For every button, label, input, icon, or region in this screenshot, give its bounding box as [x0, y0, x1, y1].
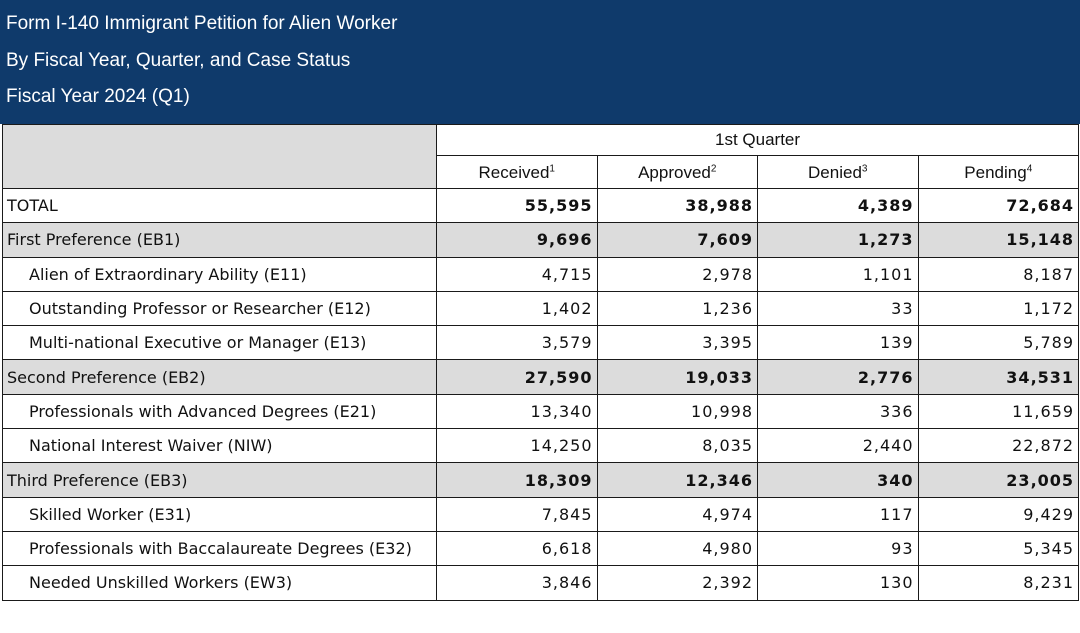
cell-approved: 38,988: [597, 189, 758, 223]
cell-received: 27,590: [437, 360, 598, 394]
row-label: Professionals with Advanced Degrees (E21): [3, 394, 437, 428]
row-label: Multi-national Executive or Manager (E13): [3, 326, 437, 360]
cell-approved: 4,974: [597, 497, 758, 531]
table-row: [3, 497, 1079, 531]
cell-denied: 2,440: [758, 429, 919, 463]
footnote-marker: 1: [549, 163, 555, 175]
cell-approved: 2,978: [597, 257, 758, 291]
cell-received: 9,696: [437, 223, 598, 257]
cell-denied: 139: [758, 326, 919, 360]
cell-pending: 8,187: [918, 257, 1079, 291]
table-row: [3, 429, 1079, 463]
report-header: [0, 0, 1080, 124]
cell-received: 7,845: [437, 497, 598, 531]
cell-pending: 11,659: [918, 394, 1079, 428]
cell-approved: 7,609: [597, 223, 758, 257]
column-header-label: Received: [478, 163, 550, 182]
row-label: First Preference (EB1): [3, 223, 437, 257]
footnote-marker: 2: [710, 163, 717, 175]
cell-received: 18,309: [437, 463, 598, 497]
petition-table: [2, 124, 1079, 601]
column-header-label: Denied: [808, 163, 862, 182]
cell-denied: 93: [758, 531, 919, 565]
column-header-denied: [758, 156, 919, 189]
column-header-label: Approved: [638, 163, 711, 182]
cell-denied: 4,389: [758, 189, 919, 223]
cell-received: 6,618: [437, 531, 598, 565]
category-header-cell: [3, 125, 437, 189]
cell-approved: 2,392: [597, 566, 758, 600]
cell-approved: 12,346: [597, 463, 758, 497]
column-header-received: [437, 156, 598, 189]
cell-received: 13,340: [437, 394, 598, 428]
row-label: National Interest Waiver (NIW): [3, 429, 437, 463]
row-label: Outstanding Professor or Researcher (E12): [3, 291, 437, 325]
report-title: Form I-140 Immigrant Petition for Alien Worker: [6, 13, 398, 34]
cell-pending: 5,345: [918, 531, 1079, 565]
cell-pending: 9,429: [918, 497, 1079, 531]
table-row: [3, 394, 1079, 428]
table-row: [3, 257, 1079, 291]
cell-pending: 72,684: [918, 189, 1079, 223]
row-label: TOTAL: [3, 189, 437, 223]
row-label: Skilled Worker (E31): [3, 497, 437, 531]
report-period: Fiscal Year 2024 (Q1): [6, 86, 190, 107]
cell-approved: 4,980: [597, 531, 758, 565]
cell-denied: 1,273: [758, 223, 919, 257]
cell-pending: 15,148: [918, 223, 1079, 257]
cell-pending: 5,789: [918, 326, 1079, 360]
cell-received: 3,579: [437, 326, 598, 360]
table-row: [3, 326, 1079, 360]
cell-denied: 340: [758, 463, 919, 497]
cell-denied: 117: [758, 497, 919, 531]
cell-approved: 10,998: [597, 394, 758, 428]
table-row: [3, 360, 1079, 394]
cell-received: 1,402: [437, 291, 598, 325]
column-header-approved: [597, 156, 758, 189]
cell-received: 55,595: [437, 189, 598, 223]
cell-denied: 33: [758, 291, 919, 325]
cell-pending: 23,005: [918, 463, 1079, 497]
cell-pending: 1,172: [918, 291, 1079, 325]
cell-denied: 2,776: [758, 360, 919, 394]
cell-pending: 8,231: [918, 566, 1079, 600]
footnote-marker: 4: [1026, 163, 1033, 175]
row-label: Second Preference (EB2): [3, 360, 437, 394]
row-label: Professionals with Baccalaureate Degrees (E32): [3, 531, 437, 565]
column-header-pending: [918, 156, 1079, 189]
table-row: [3, 189, 1079, 223]
table-row: [3, 531, 1079, 565]
cell-approved: 1,236: [597, 291, 758, 325]
quarter-header: 1st Quarter: [437, 125, 1079, 156]
cell-received: 3,846: [437, 566, 598, 600]
cell-pending: 34,531: [918, 360, 1079, 394]
table-row: [3, 566, 1079, 600]
cell-approved: 19,033: [597, 360, 758, 394]
column-header-label: Pending: [964, 163, 1027, 182]
cell-denied: 130: [758, 566, 919, 600]
row-label: Alien of Extraordinary Ability (E11): [3, 257, 437, 291]
table-row: [3, 223, 1079, 257]
row-label: Needed Unskilled Workers (EW3): [3, 566, 437, 600]
table-row: [3, 463, 1079, 497]
row-label: Third Preference (EB3): [3, 463, 437, 497]
cell-pending: 22,872: [918, 429, 1079, 463]
footnote-marker: 3: [861, 163, 868, 175]
report-subtitle: By Fiscal Year, Quarter, and Case Status: [6, 49, 351, 71]
cell-approved: 3,395: [597, 326, 758, 360]
cell-received: 14,250: [437, 429, 598, 463]
cell-denied: 336: [758, 394, 919, 428]
cell-received: 4,715: [437, 257, 598, 291]
table-row: [3, 291, 1079, 325]
cell-approved: 8,035: [597, 429, 758, 463]
cell-denied: 1,101: [758, 257, 919, 291]
